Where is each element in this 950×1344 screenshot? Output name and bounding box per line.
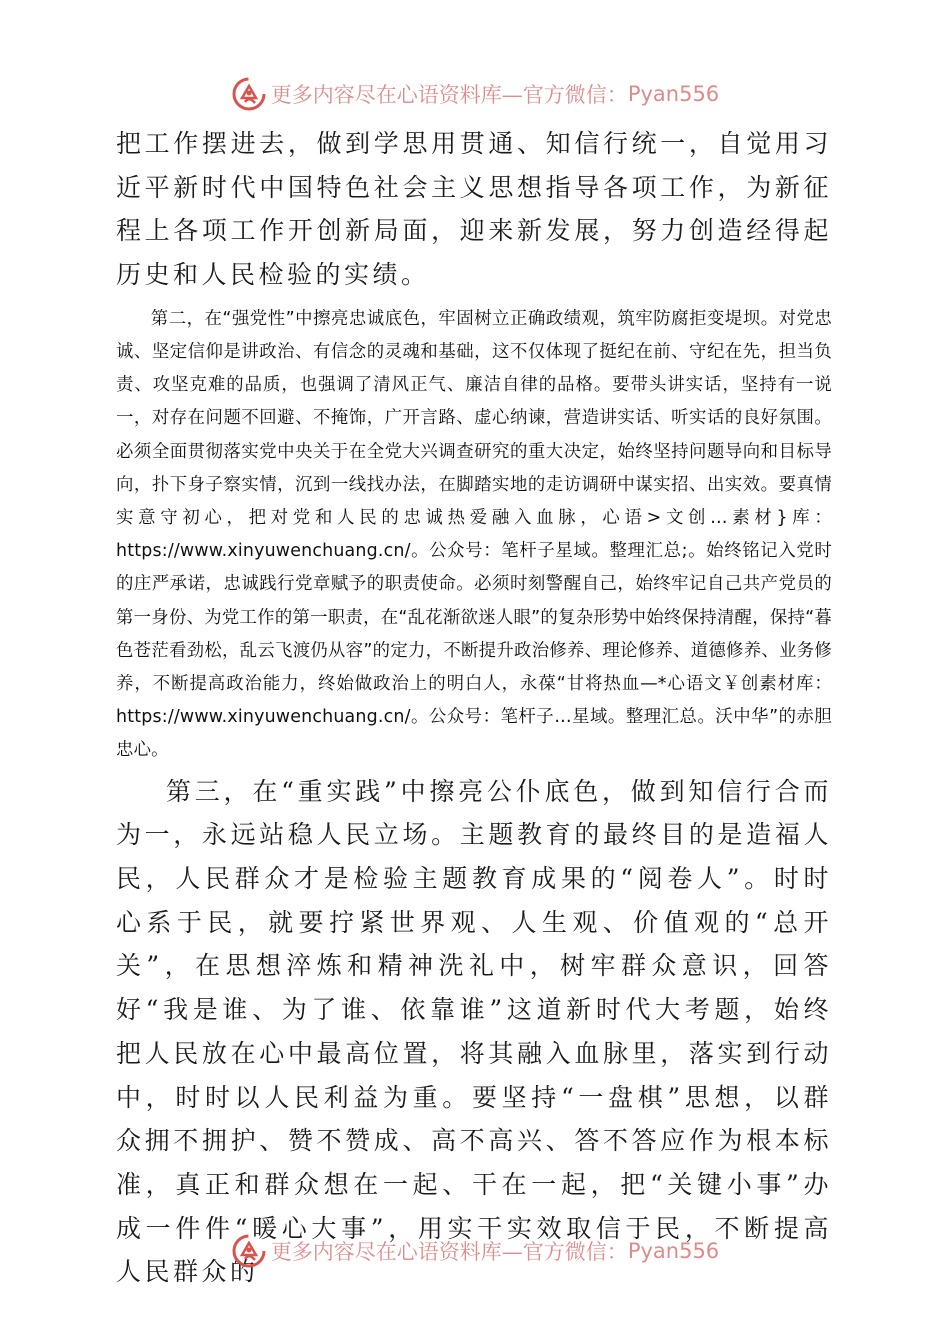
header-watermark-banner <box>0 74 950 114</box>
paragraph-second-point: 第二，在“强党性”中擦亮忠诚底色，牢固树立正确政绩观，筑牢防腐拒变堤坝。对党忠诚、坚定信仰是讲政治、有信念的灵魂和基础，这不仅体现了挺纪在前、守纪在先，担当负责、攻坚克难的品质，也强调了清风正气、廉洁自律的品格。要带头讲实话，坚持有一说一，对存在问题不回避、不掩饰，广开言路、虚心纳谏，营造讲实话、听实话的良好氛围。必须全面贯彻落实党中央关于在全党大兴调查研究的重大决定，始终坚持问题导向和目标导向，扑下身子察实情，沉到一线找办法，在脚踏实地的走访调研中谋实招、出实效。要真情实意守初心，把对党和人民的忠诚热爱融入血脉，心语>文创…素材}库：https://www.xinyuwenchuang.cn/。公众号：笔杆子星域。整理汇总;。始终铭记入党时的庄严承诺，忠诚践行党章赋予的职责使命。必须时刻警醒自己，始终牢记自己共产党员的第一身份、为党工作的第一职责，在“乱花渐欲迷人眼”的复杂形势中始终保持清醒，保持“暮色苍茫看劲松，乱云飞渡仍从容”的定力，不断提升政治修养、理论修养、道德修养、业务修养，不断提高政治能力，终始做政治上的明白人，永葆“甘将热血—*心语文￥创素材库：https://www.xinyuwenchuang.cn/。公众号：笔杆子…星域。整理汇总。沃中华”的赤胆忠心。 <box>116 308 832 761</box>
wechat-id: Pyan556 <box>627 82 720 106</box>
banner-text: 更多内容尽在心语资料库—官方微信： <box>270 83 628 107</box>
footer-watermark-banner <box>0 1231 950 1271</box>
banner-text: 更多内容尽在心语资料库—官方微信： <box>270 1240 628 1264</box>
wechat-id: Pyan556 <box>627 1239 720 1263</box>
xinyu-logo-icon <box>231 1233 267 1269</box>
paragraph-continued: 把工作摆进去，做到学思用贯通、知信行统一，自觉用习近平新时代中国特色社会主义思想指导各项工作，为新征程上各项工作开创新局面，迎来新发展，努力创造经得起历史和人民检验的实绩。 <box>116 129 832 290</box>
paragraph-third-point: 第三，在“重实践”中擦亮公仆底色，做到知信行合而为一，永远站稳人民立场。主题教育的最终目的是造福人民，人民群众才是检验主题教育成果的“阅卷人”。时时心系于民，就要拧紧世界观、人生观、价值观的“总开关”，在思想淬炼和精神洗礼中，树牢群众意识，回答好“我是谁、为了谁、依靠谁”这道新时代大考题，始终把人民放在心中最高位置，将其融入血脉里，落实到行动中，时时以人民利益为重。要坚持“一盘棋”思想，以群众拥不拥护、赞不赞成、高不高兴、答不答应作为根本标准，真正和群众想在一起、干在一起，把“关键小事”办成一件件“暖心大事”，用实干实效取信于民，不断提高人民群众的 <box>116 776 832 1287</box>
document-body <box>116 122 832 1294</box>
xinyu-logo-icon <box>231 76 267 112</box>
